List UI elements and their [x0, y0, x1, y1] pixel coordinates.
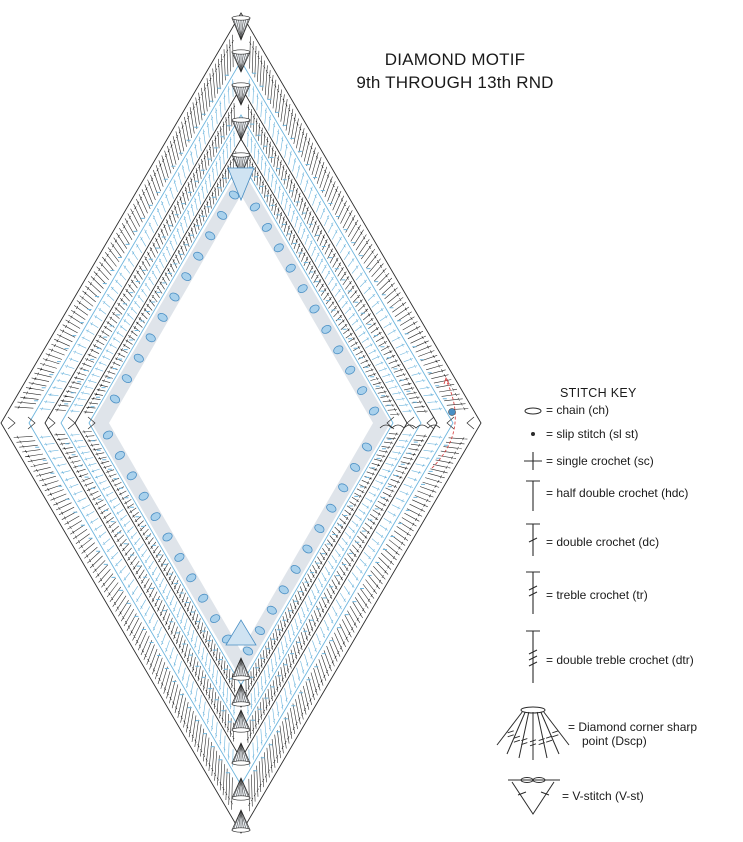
key-label-diamond-corner: = Diamond corner sharp — [568, 720, 698, 734]
top-corner-fan-4-top — [232, 118, 250, 122]
key-label-treble-crochet: = treble crochet (tr) — [546, 588, 648, 602]
side-point-mark — [467, 417, 474, 429]
key-label-v-stitch: = V-stitch (V-st) — [562, 789, 644, 803]
dscp-ray — [507, 712, 525, 754]
diagram-title: DIAMOND MOTIF — [384, 50, 526, 69]
bottom-corner-fan-6 — [232, 810, 250, 832]
bottom-corner-fan-5 — [232, 778, 250, 800]
side-point-mark — [48, 417, 55, 429]
diagram-subtitle: 9th THROUGH 13th RND — [356, 73, 554, 92]
join-marker — [380, 378, 456, 468]
dscp-ray — [541, 712, 559, 754]
top-corner-fan-3 — [232, 83, 250, 105]
top-corner-fan-5-top — [232, 153, 250, 157]
chain-symbol — [525, 408, 541, 414]
side-point-mark — [68, 417, 75, 429]
treble-crochet-symbol — [526, 572, 540, 614]
key-label-half-double-crochet: = half double crochet (hdc) — [546, 486, 689, 500]
bottom-corner-fan-1-top — [232, 676, 250, 680]
dscp-bar — [552, 731, 558, 737]
side-point-mark — [427, 417, 434, 429]
v-st-legs — [512, 782, 554, 814]
bottom-corner-fan-6-top — [232, 828, 250, 832]
dscp-ray — [537, 712, 547, 758]
top-corner-fan-4 — [232, 118, 250, 140]
key-label-diamond-corner-line2: point (Dscp) — [582, 734, 647, 748]
dscp-bar — [508, 731, 514, 737]
diamond-corner-symbol — [497, 707, 569, 760]
join-stitch — [449, 409, 456, 416]
top-corner-fan-1 — [232, 16, 250, 40]
key-label-slip-stitch: = slip stitch (sl st) — [546, 427, 639, 441]
single-crochet-symbol — [524, 452, 542, 470]
double-treble-crochet-symbol — [526, 631, 540, 683]
stitch-key-symbols — [497, 408, 569, 814]
bottom-corner-fan-4-top — [232, 761, 250, 765]
top-corner-fan-3-top — [232, 83, 250, 87]
double-crochet-symbol — [526, 524, 540, 556]
side-point-mark — [8, 417, 15, 429]
dscp-ray — [519, 712, 529, 758]
bottom-corner-fan-4 — [232, 743, 250, 765]
key-label-chain: = chain (ch) — [546, 403, 610, 417]
stitch-key-heading: STITCH KEY — [560, 386, 637, 400]
bottom-corner-fan-5-top — [232, 796, 250, 800]
top-corner-fan-2 — [232, 50, 250, 72]
slip-stitch-symbol — [531, 432, 535, 436]
side-point-mark — [407, 417, 414, 429]
key-label-double-treble-crochet: = double treble crochet (dtr) — [546, 653, 694, 667]
half-double-crochet-symbol — [526, 481, 540, 511]
top-corner-fan-2-top — [232, 50, 250, 54]
v-stitch-symbol — [508, 778, 560, 815]
key-label-double-crochet: = double crochet (dc) — [546, 535, 660, 549]
bottom-corner-fan-3-top — [232, 728, 250, 732]
bottom-corner-fan-2-top — [232, 702, 250, 706]
top-corner-fan-1-top — [232, 16, 250, 20]
key-label-single-crochet: = single crochet (sc) — [546, 454, 654, 468]
